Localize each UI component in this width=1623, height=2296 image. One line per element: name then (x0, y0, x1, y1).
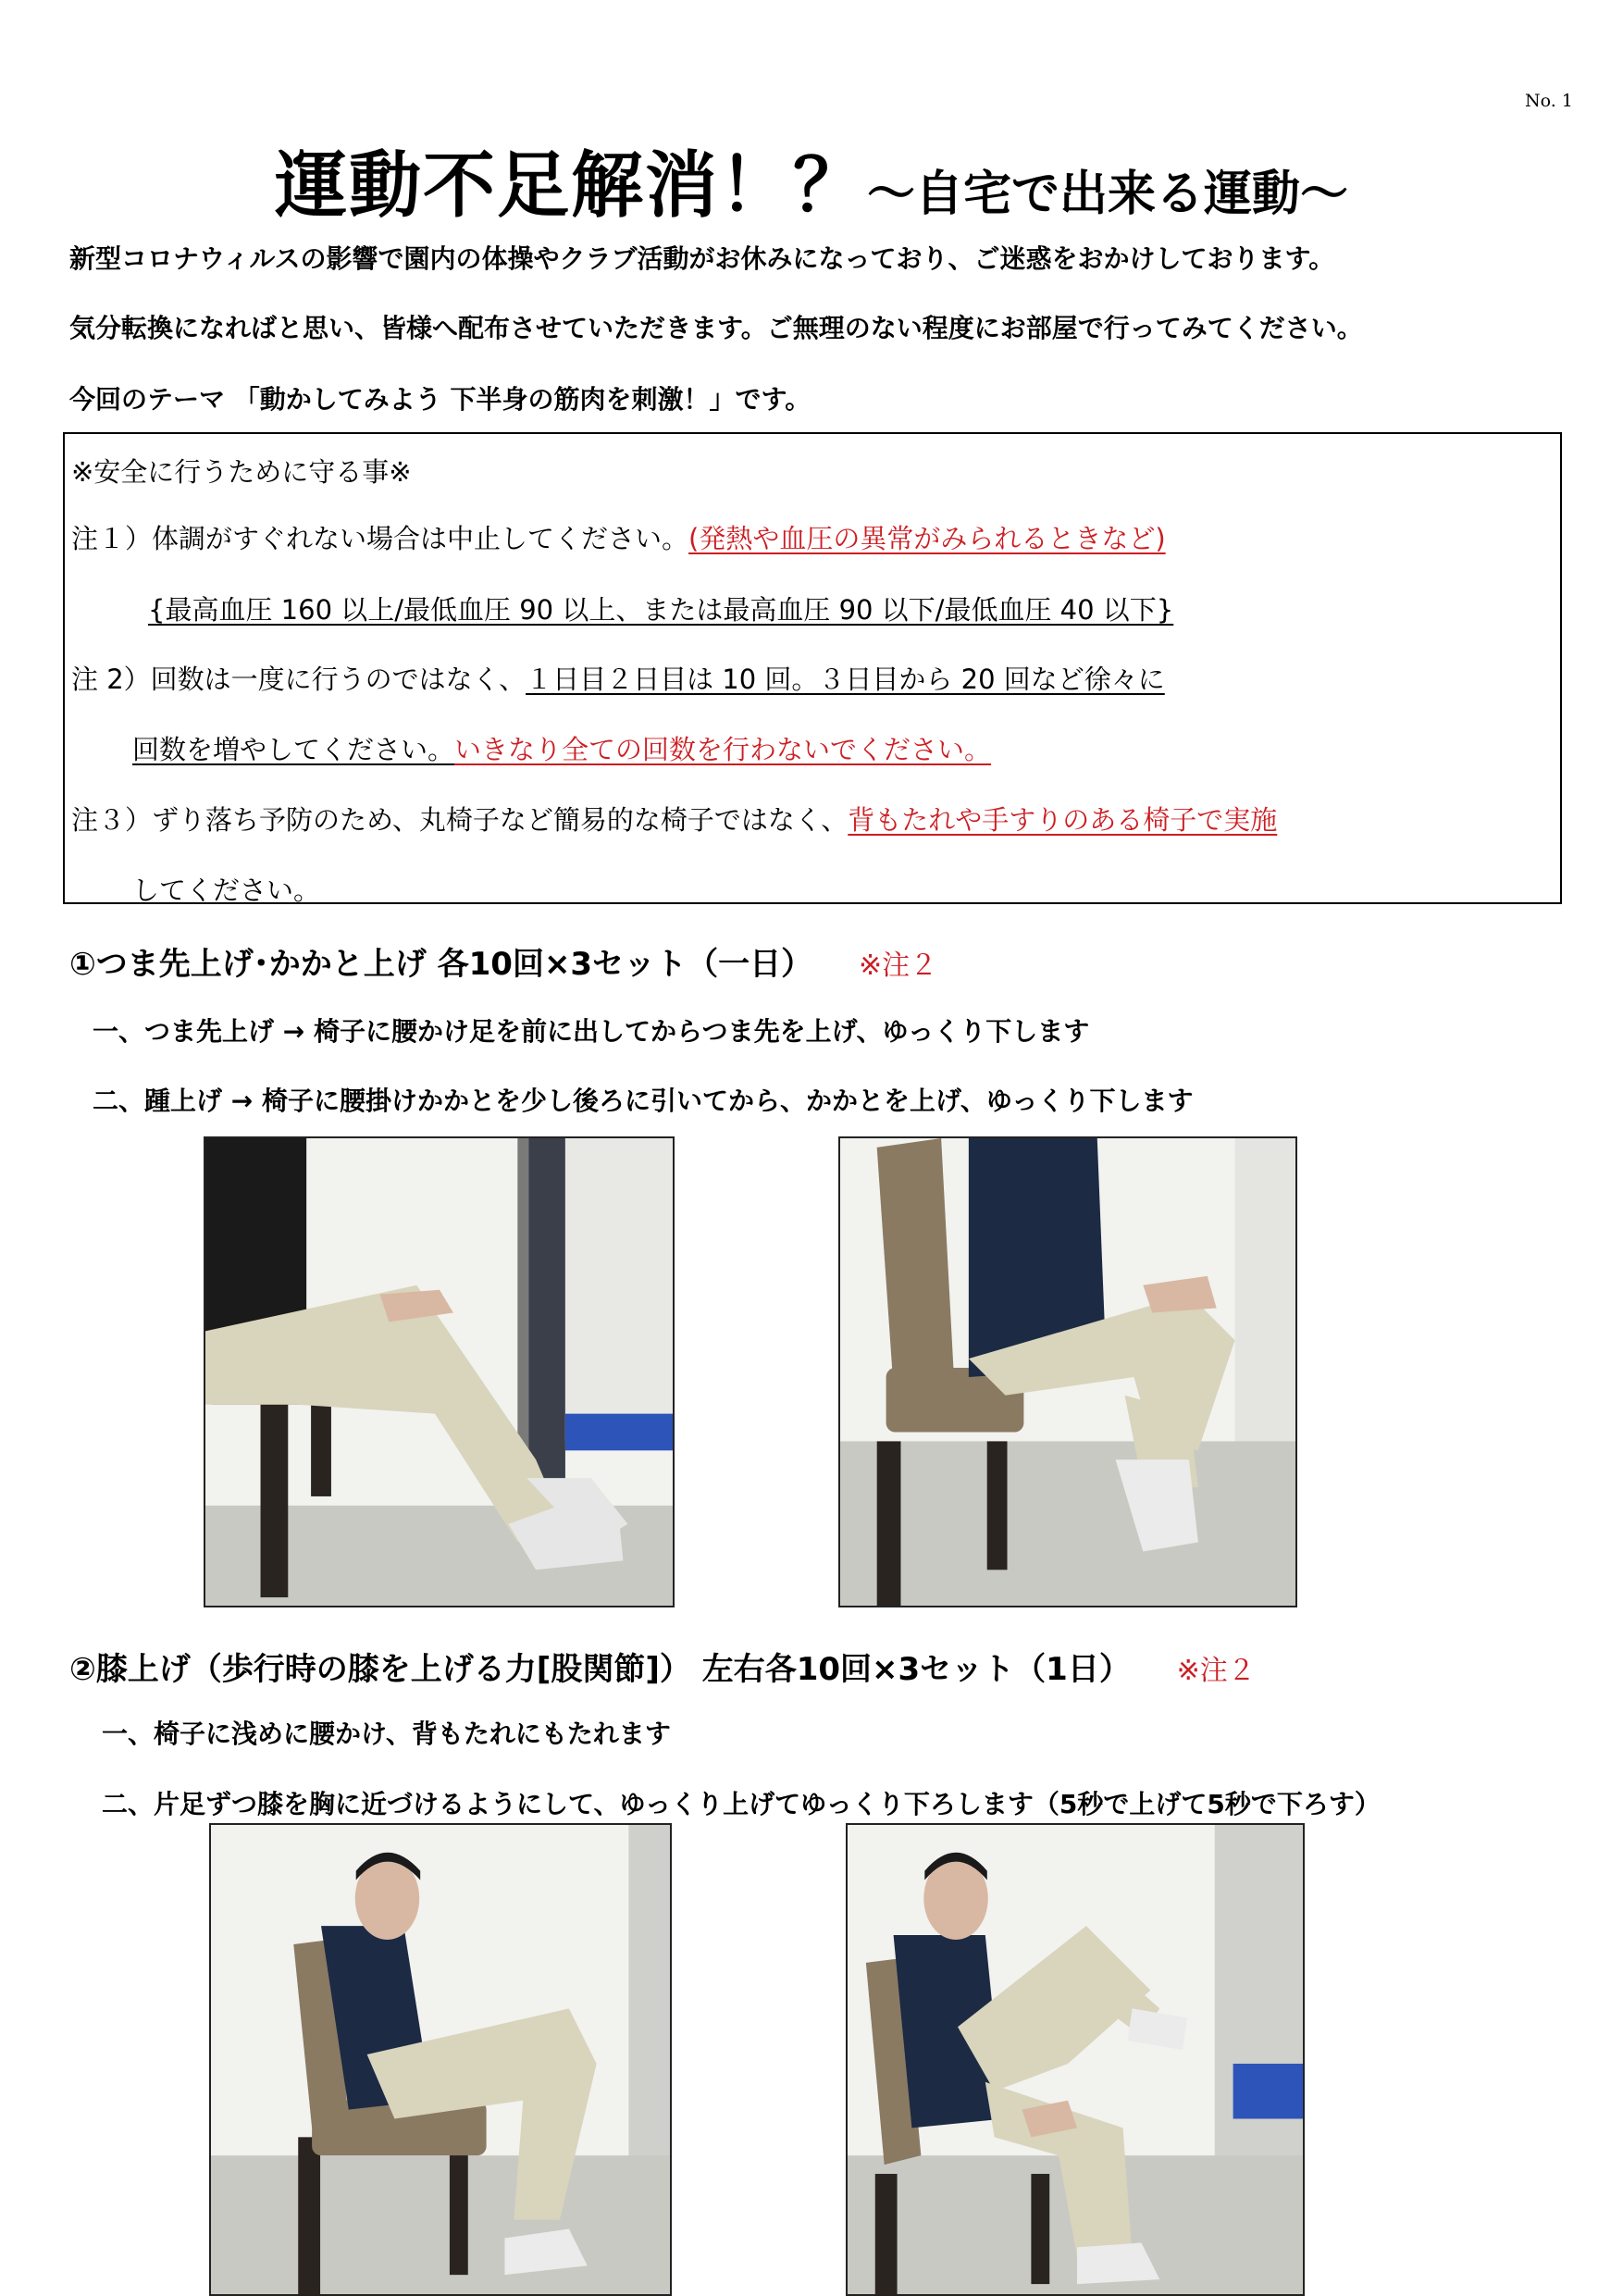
note-3-label: 注３） (71, 804, 153, 836)
note-1-detail (148, 590, 1173, 627)
photo-toe-raise (204, 1136, 675, 1607)
title-sub: ～自宅で出来る運動～ (867, 167, 1349, 222)
note-2-label: 注 2） (71, 664, 151, 695)
safety-heading: ※安全に行うために守る事※ (71, 456, 412, 488)
note-3-red: 背もたれや手すりのある椅子で実施 (848, 804, 1278, 836)
intro-line-2: 気分転換になればと思い、皆様へ配布させていただきます。ご無理のない程度にお部屋で行ってみてください。 (69, 313, 1363, 343)
note-1-detail-text: {最高血圧 160 以上/最低血圧 90 以上、または最高血圧 90 以下/最低血圧 40 以下} (148, 594, 1174, 626)
title-main: 運動不足解消！？ (274, 144, 867, 228)
note-2-red: いきなり全ての回数を行わないでください。 (454, 734, 992, 765)
photo-heel-raise (838, 1136, 1297, 1607)
exercise-2-note-ref: ※注２ (1176, 1655, 1256, 1687)
exercise-1-step-2: 二、踵上げ → 椅子に腰掛けかかとを少し後ろに引いてから、かかとを上げ、ゆっくり下します (93, 1086, 1194, 1116)
exercise-2-title (69, 1644, 1256, 1689)
intro-line-3: 今回のテーマ 「動かしてみよう 下半身の筋肉を刺激！」です。 (69, 384, 812, 415)
page-title (0, 128, 1623, 231)
page-number: No. 1 (1525, 91, 1573, 111)
note-2 (71, 659, 1165, 697)
note-3-line-2: してください。 (132, 875, 321, 906)
note-2-underlined: １日目２日目は 10 回。３日目から 20 回など徐々に (526, 664, 1165, 695)
note-1-label: 注１） (71, 523, 153, 554)
note-1-red: (発熱や血圧の異常がみられるときなど) (688, 523, 1166, 554)
exercise-2-step-2: 二、片足ずつ膝を胸に近づけるようにして、ゆっくり上げてゆっくり下ろします（5秒で上げて5秒で下ろす） (102, 1789, 1381, 1819)
exercise-1-step-1: 一、つま先上げ → 椅子に腰かけ足を前に出してからつま先を上げ、ゆっくり下します (93, 1016, 1090, 1047)
exercise-2-title-text: ②膝上げ（歩行時の膝を上げる力[股関節]） 左右各10回×3セット（1日） (69, 1651, 1131, 1688)
note-2-text: 回数は一度に行うのではなく、 (150, 664, 527, 695)
note-1-text: 体調がすぐれない場合は中止してください。 (152, 523, 689, 554)
exercise-1-title (69, 938, 937, 984)
note-1 (71, 518, 1166, 556)
exercise-1-note-ref: ※注２ (858, 949, 938, 982)
note-2-line-2 (132, 729, 991, 767)
note-2-line2-text: 回数を増やしてください。 (132, 734, 455, 765)
photo-seated-lean-back (209, 1823, 672, 2296)
exercise-2-step-1: 一、椅子に浅めに腰かけ、背もたれにもたれます (102, 1719, 671, 1749)
note-3-text: ずり落ち予防のため、丸椅子など簡易的な椅子ではなく、 (152, 804, 849, 836)
exercise-1-title-text: ①つま先上げ･かかと上げ 各10回×3セット（一日） (69, 946, 813, 983)
intro-line-1: 新型コロナウィルスの影響で園内の体操やクラブ活動がお休みになっており、ご迷惑をおかけしております。 (69, 243, 1335, 274)
photo-knee-raise (846, 1823, 1305, 2296)
note-3 (71, 800, 1277, 838)
